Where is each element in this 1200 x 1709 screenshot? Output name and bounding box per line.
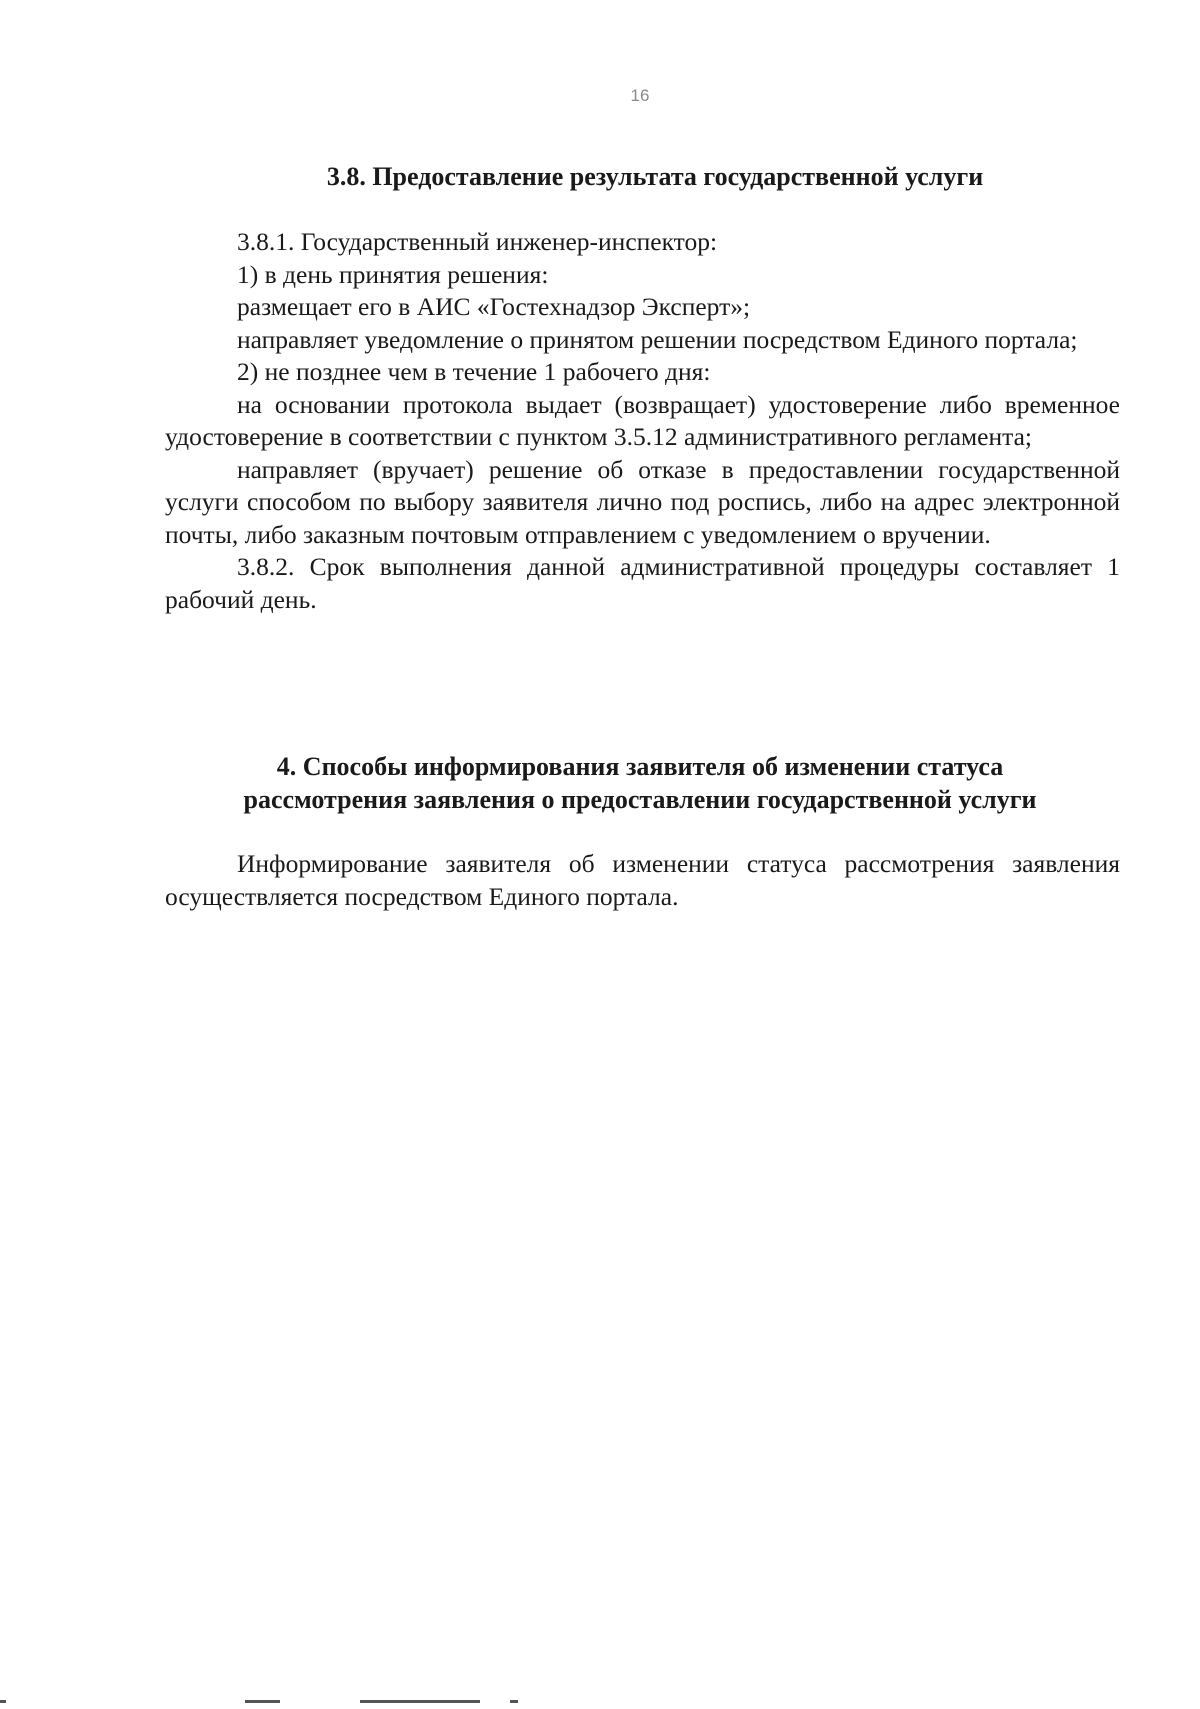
- section-4-body: [165, 848, 1120, 913]
- section-4-title-line2: рассмотрения заявления о предоставлении государственной услуги: [243, 785, 1037, 814]
- paragraph-issues-certificate: на основании протокола выдает (возвращает) удостоверение либо временное удостоверение в соответствии с пунктом 3.5.12 административного регламента;: [165, 389, 1120, 451]
- paragraph-item-1: 1) в день принятия решения:: [237, 259, 549, 289]
- paragraph-informing: Информирование заявителя об изменении статуса рассмотрения заявления осуществляется посредством Единого портала.: [165, 849, 1120, 911]
- paragraph-3-8-1: 3.8.1. Государственный инженер-инспектор:: [237, 227, 718, 256]
- scan-mark: [245, 1700, 280, 1703]
- scan-mark: [360, 1700, 480, 1703]
- paragraph-refusal-delivery: направляет (вручает) решение об отказе в предоставлении государственной услуги способом по выбору заявителя лично под роспись, либо на адрес электронной почты, либо заказным почтовым отправлением с уведомлением о вручении.: [165, 454, 1120, 549]
- section-4-title-line1: 4. Способы информирования заявителя об изменении статуса: [276, 752, 1004, 781]
- footer-scan-marks: [0, 1695, 1200, 1709]
- page-number: 16: [630, 86, 650, 105]
- paragraph-places-ais: размещает его в АИС «Гостехнадзор Эксперт»;: [237, 292, 751, 321]
- paragraph-sends-notification: направляет уведомление о принятом решении посредством Единого портала;: [237, 324, 1078, 354]
- paragraph-3-8-2: 3.8.2. Срок выполнения данной административной процедуры составляет 1 рабочий день.: [165, 552, 1120, 614]
- section-3-8-body: [165, 226, 1120, 616]
- scan-mark: [0, 1700, 6, 1703]
- scan-mark: [510, 1700, 518, 1703]
- section-4-title: [150, 750, 1130, 816]
- section-3-8-title: 3.8. Предоставление результата государственной услуги: [326, 162, 984, 191]
- paragraph-item-2: 2) не позднее чем в течение 1 рабочего дня:: [237, 357, 711, 386]
